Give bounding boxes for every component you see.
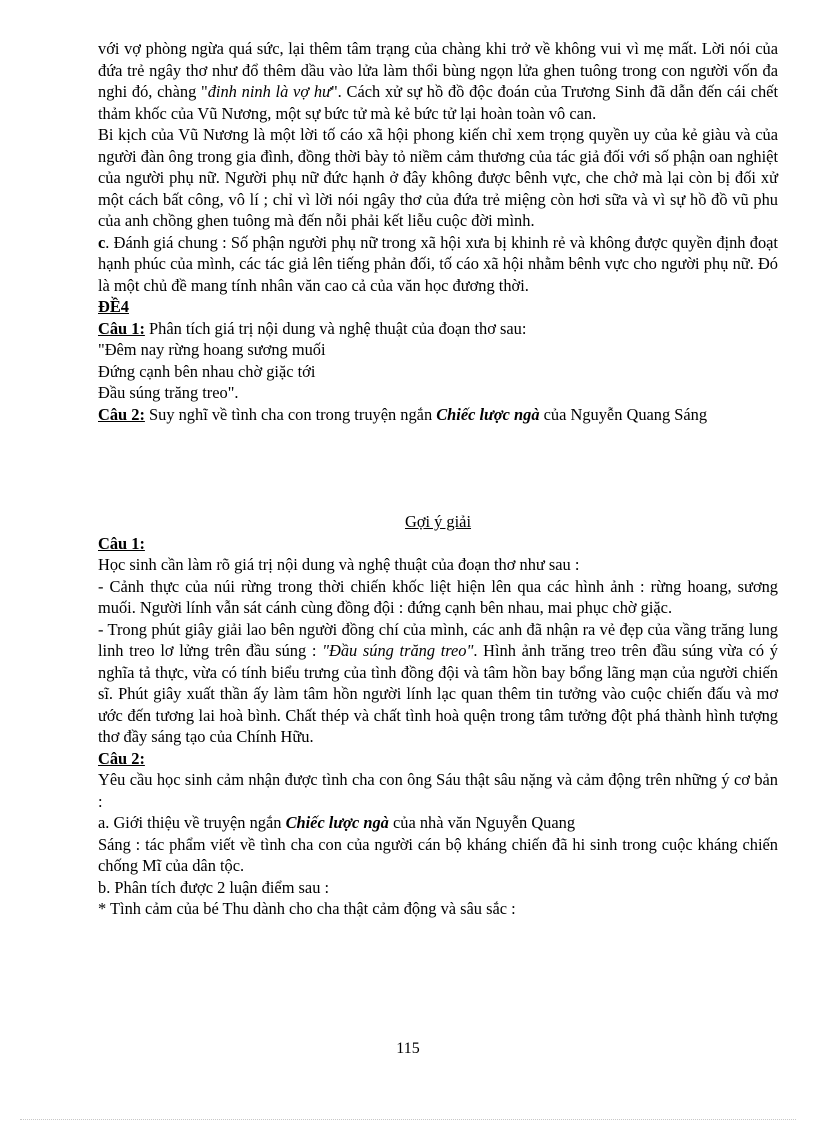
de4-question-1: Câu 1: Phân tích giá trị nội dung và nghệ thuật của đoạn thơ sau: (98, 318, 527, 338)
document-page (98, 38, 778, 920)
poem-line: Đứng cạnh bên nhau chờ giặc tới (98, 361, 316, 381)
answer-2-point-a: a. Giới thiệu về truyện ngắn Chiếc lược ngà của nhà văn Nguyễn Quang (98, 813, 576, 832)
question-label: Câu 2: (98, 404, 145, 424)
poem-line: Đầu súng trăng treo". (98, 383, 239, 402)
quote-dau-sung: "Đầu súng trăng treo" (322, 641, 474, 660)
answer-1-point-2: - Trong phút giây giải lao bên người đồng chí của mình, các anh đã nhận ra vẻ đẹp của vầng trăng lung linh treo lơ lửng trên đầu súng : "Đầu súng trăng treo". Hình ảnh trăng treo trên đầu súng vừa có ý nghĩa tả thực, vừa có tính biểu trưng của tình đồng đội và tâm hồn bay bổng lãng mạn của người chiến sĩ. Phút giây xuất thần ấy làm tâm hồn người lính lạc quan thêm tin tưởng vào cuộc chiến đấu và mơ ước đến tương lai hoà bình. Chất thép và chất tình hoà quện trong tâm tưởng đột phá thành hình tượng thơ đầy sáng tạo của Chính Hữu. (98, 619, 778, 746)
quote-dinh-ninh: đinh ninh là vợ hư (207, 82, 331, 101)
paragraph-bi-kich: Bi kịch của Vũ Nương là một lời tố cáo xã hội phong kiến chỉ xem trọng quyền uy của kẻ giàu và của người đàn ông trong gia đình, đồng thời bày tỏ niềm cảm thương của tác giả đối với số phận oan nghiệt của người phụ nữ. Người phụ nữ đức hạnh ở đây không được bênh vực, che chở mà lại còn bị đối xử một cách bất công, vô lí ; chỉ vì lời nói ngây thơ của đứa trẻ miệng còn hơi sữa và vì sự hồ đồ vũ phu của anh chồng ghen tuông mà đến nỗi phải kết liễu cuộc đời mình. (98, 125, 778, 230)
de4-question-2: Câu 2: Suy nghĩ về tình cha con trong truyện ngắn Chiếc lược ngà của Nguyễn Quang Sáng (98, 404, 708, 424)
story-title: Chiếc lược ngà (436, 404, 540, 424)
question-label: Câu 1: (98, 318, 145, 338)
answer-2-point-a-cont: Sáng : tác phẩm viết về tình cha con của người cán bộ kháng chiến đã hi sinh trong cuộc kháng chiến chống Mĩ của dân tộc. (98, 834, 778, 875)
answer-2-star: * Tình cảm của bé Thu dành cho cha thật cảm động và sâu sắc : (98, 899, 516, 918)
page-number: 115 (396, 1040, 420, 1057)
answer-1-point-1: - Cảnh thực của núi rừng trong thời chiến khốc liệt hiện lên qua các hình ảnh : rừng hoang, sương muối. Người lính vẫn sát cánh cùng đồng đội : đứng cạnh bên nhau, mai phục chờ giặc. (98, 576, 778, 617)
paragraph-danh-gia-chung: c. Đánh giá chung : Số phận người phụ nữ trong xã hội xưa bị khinh rẻ và không được quyền định đoạt hạnh phúc của mình, các tác giả lên tiếng phản đối, tố cáo xã hội nhằm bênh vực cho người phụ nữ. Đó là một chủ đề mang tính nhân văn cao cả của văn học đương thời. (98, 232, 778, 295)
answer-2-label: Câu 2: (98, 748, 145, 768)
answer-2-point-b: b. Phân tích được 2 luận điểm sau : (98, 877, 330, 897)
answer-1-label: Câu 1: (98, 533, 145, 553)
goi-y-giai-heading: Gợi ý giải (404, 512, 472, 531)
answer-2-intro: Yêu cầu học sinh cảm nhận được tình cha con ông Sáu thật sâu nặng và cảm động trên những ý cơ bản : (98, 770, 778, 811)
story-title: Chiếc lược ngà (285, 813, 389, 832)
poem-line: "Đêm nay rừng hoang sương muối (98, 340, 326, 359)
paragraph-truong-sinh: với vợ phòng ngừa quá sức, lại thêm tâm trạng của chàng khi trở về không vui vì mẹ mất. Lời nói của đứa trẻ ngây thơ như đổ thêm dầu vào lửa làm thổi bùng ngọn lửa ghen tuông trong con người vốn đa nghi đó, chàng "đinh ninh là vợ hư". Cách xử sự hồ đồ độc đoán của Trương Sinh đã dẫn đến cái chết thảm khốc của Vũ Nương, một sự bức tử mà kẻ bức tử lại hoàn toàn vô can. (98, 39, 779, 123)
page-bottom-divider (20, 1119, 796, 1120)
answer-1-intro: Học sinh cần làm rõ giá trị nội dung và nghệ thuật của đoạn thơ như sau : (98, 555, 580, 574)
de4-heading: ĐỀ4 (98, 297, 129, 316)
